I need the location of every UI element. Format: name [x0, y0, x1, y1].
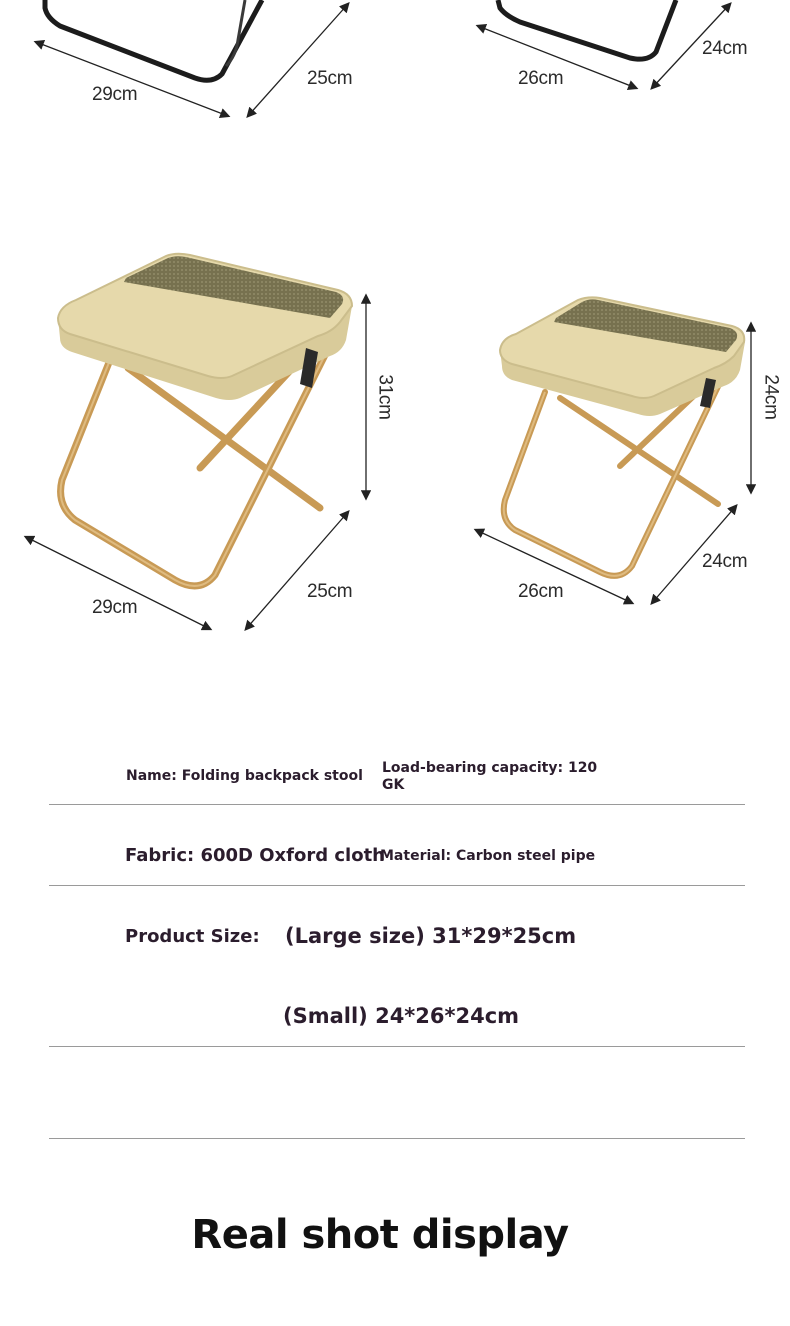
small-stool-illustration — [500, 297, 748, 576]
spec-name: Name: Folding backpack stool — [126, 768, 363, 784]
top-large-depth-label: 25cm — [307, 68, 353, 89]
section-title: Real shot display — [191, 1212, 569, 1258]
spec-divider-2 — [49, 885, 745, 886]
spec-fabric: Fabric: 600D Oxford cloth — [125, 845, 385, 866]
middle-large-depth-arrow — [246, 512, 348, 629]
middle-large-depth-label: 25cm — [307, 581, 353, 602]
spec-material: Material: Carbon steel pipe — [380, 848, 596, 864]
spec-load-line1: Load-bearing capacity: 120 — [382, 760, 598, 776]
spec-load-line2: GK — [382, 777, 405, 793]
spec-size-large: (Large size) 31*29*25cm — [285, 924, 577, 948]
middle-small-depth-label: 24cm — [702, 551, 748, 572]
spec-size-label: Product Size: — [125, 926, 260, 947]
small-stool-top-frame — [498, 0, 676, 59]
middle-small-width-label: 26cm — [518, 581, 564, 602]
spec-divider-1 — [49, 804, 745, 805]
large-stool-illustration — [58, 254, 352, 586]
top-small-width-label: 26cm — [518, 68, 564, 89]
top-small-depth-label: 24cm — [702, 38, 748, 59]
middle-large-width-label: 29cm — [92, 597, 138, 618]
large-stool-top-frame — [45, 0, 262, 80]
middle-small-height-label: 24cm — [760, 374, 782, 420]
spec-divider-4 — [49, 1138, 745, 1139]
top-large-width-label: 29cm — [92, 84, 138, 105]
top-large-depth-arrow — [248, 4, 348, 116]
spec-size-small: (Small) 24*26*24cm — [283, 1004, 520, 1028]
spec-divider-3 — [49, 1046, 745, 1047]
middle-large-height-label: 31cm — [374, 374, 396, 420]
